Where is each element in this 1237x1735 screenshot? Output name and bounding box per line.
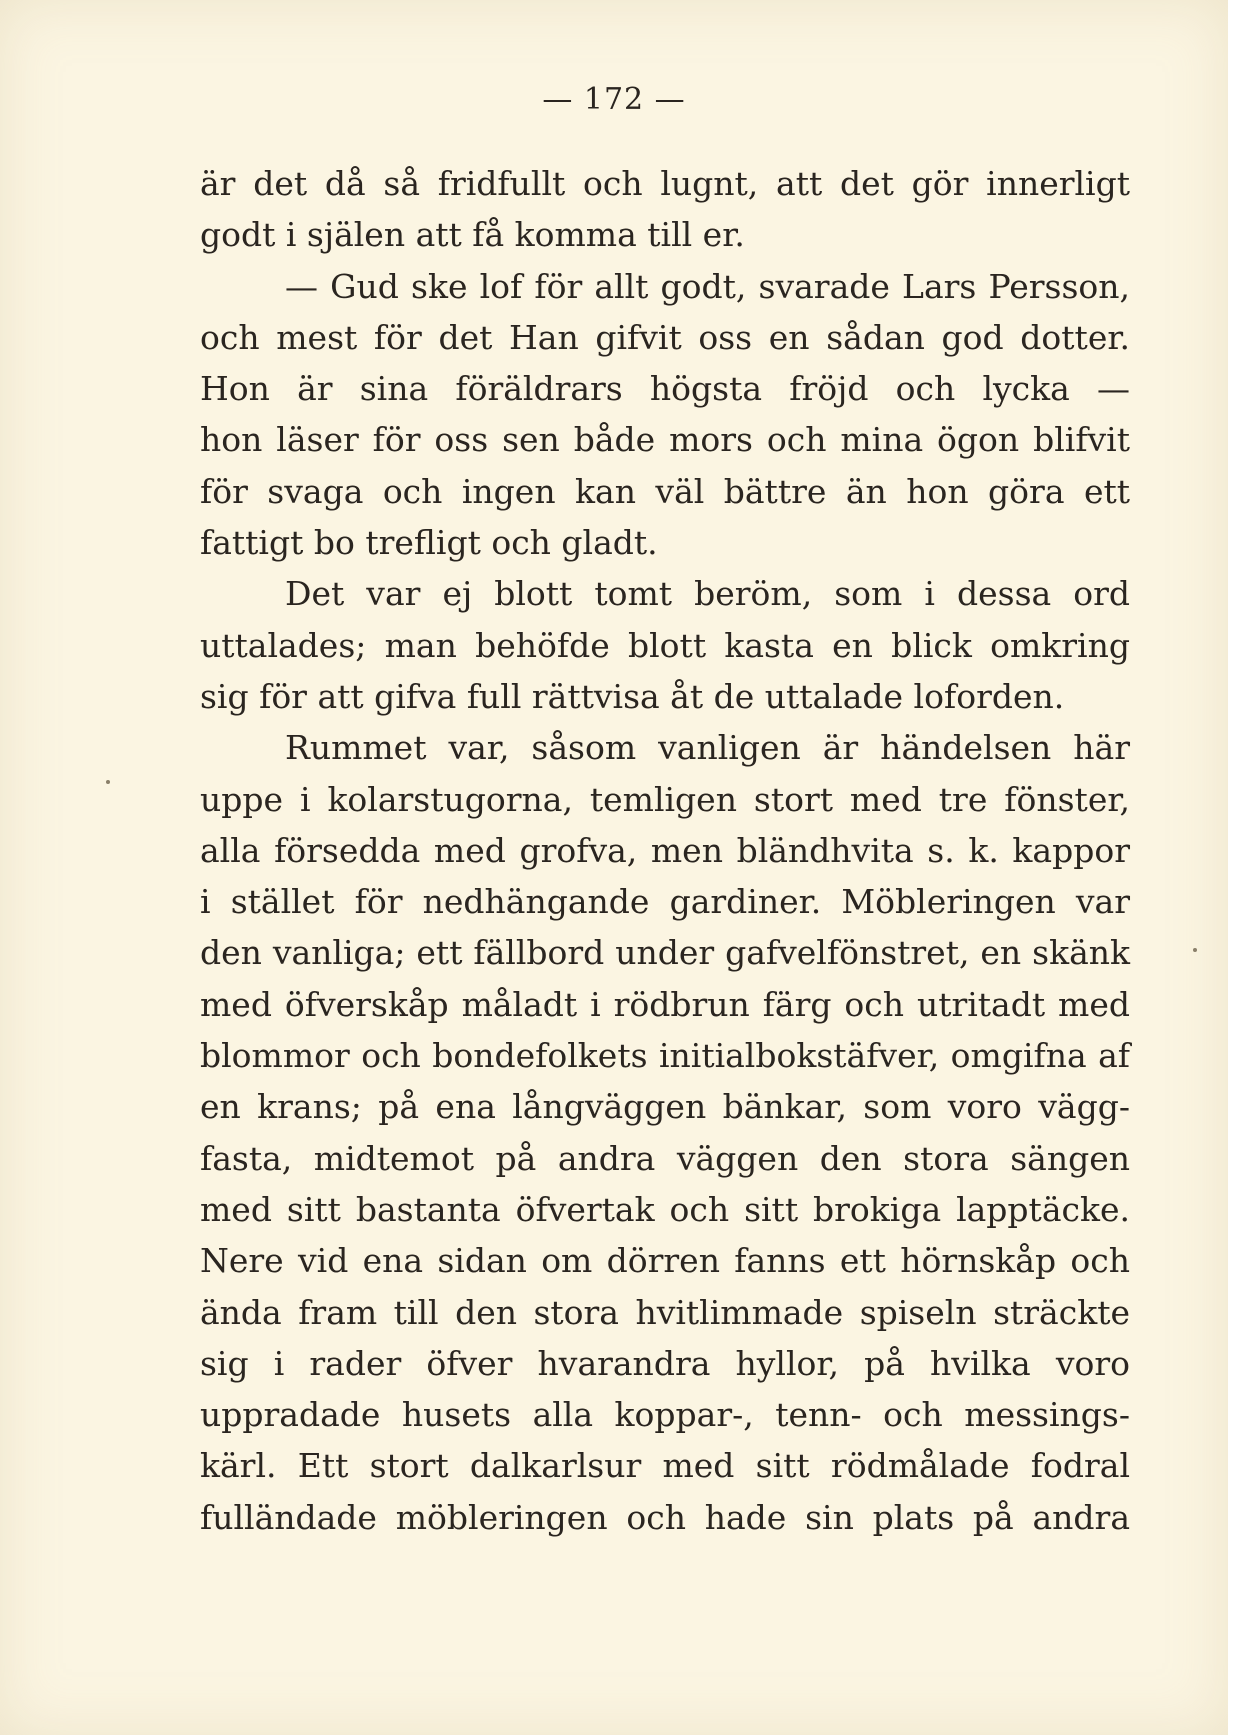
text-line: uttalades; man behöfde blott kasta en blick omkring xyxy=(200,625,1130,665)
body-text xyxy=(200,158,1130,1543)
text-line: en krans; på ena långväggen bänkar, som voro vägg- xyxy=(200,1087,1130,1127)
paper-speck xyxy=(106,780,110,784)
text-line: sig för att gifva full rättvisa åt de uttalade loforden. xyxy=(200,676,1065,716)
text-line: blommor och bondefolkets initialbokstäfver, omgifna af xyxy=(200,1036,1130,1076)
text-line: godt i själen att få komma till er. xyxy=(200,215,745,255)
text-line: och mest för det Han gifvit oss en sådan god dotter. xyxy=(200,317,1130,357)
text-line: den vanliga; ett fällbord under gafvelfönstret, en skänk xyxy=(200,933,1130,973)
text-line: — Gud ske lof för allt godt, svarade Lars Persson, xyxy=(285,266,1130,306)
text-line: Hon är sina föräldrars högsta fröjd och lycka — xyxy=(200,369,1130,409)
text-line: alla försedda med grofva, men bländhvita s. k. kappor xyxy=(200,830,1130,870)
text-line: Rummet var, såsom vanligen är händelsen här xyxy=(285,728,1130,768)
text-line: uppe i kolarstugorna, temligen stort med tre fönster, xyxy=(200,779,1130,819)
page-number: — 172 — xyxy=(542,82,686,117)
text-line: Det var ej blott tomt beröm, som i dessa ord xyxy=(285,574,1130,614)
text-line: uppradade husets alla koppar-, tenn- och messings- xyxy=(200,1395,1130,1435)
text-line: Nere vid ena sidan om dörren fanns ett hörnskåp och xyxy=(200,1241,1130,1281)
text-line: fasta, midtemot på andra väggen den stora sängen xyxy=(200,1138,1130,1178)
text-line: kärl. Ett stort dalkarlsur med sitt rödmålade fodral xyxy=(200,1446,1130,1486)
text-line: ända fram till den stora hvitlimmade spiseln sträckte xyxy=(200,1292,1130,1332)
text-line: för svaga och ingen kan väl bättre än hon göra ett xyxy=(200,471,1130,511)
text-line: fulländade möbleringen och hade sin plats på andra xyxy=(200,1497,1130,1537)
text-line: hon läser för oss sen både mors och mina ögon blifvit xyxy=(200,420,1130,460)
text-line: fattigt bo trefligt och gladt. xyxy=(200,523,658,563)
text-line: med sitt bastanta öfvertak och sitt brokiga lapptäcke. xyxy=(200,1189,1130,1229)
paper-speck xyxy=(1193,948,1197,952)
text-line: är det då så fridfullt och lugnt, att det gör innerligt xyxy=(200,164,1130,203)
text-line: sig i rader öfver hvarandra hyllor, på hvilka voro xyxy=(200,1343,1130,1383)
text-line: med öfverskåp måladt i rödbrun färg och utritadt med xyxy=(200,984,1130,1024)
text-line: i stället för nedhängande gardiner. Möbleringen var xyxy=(200,882,1130,922)
